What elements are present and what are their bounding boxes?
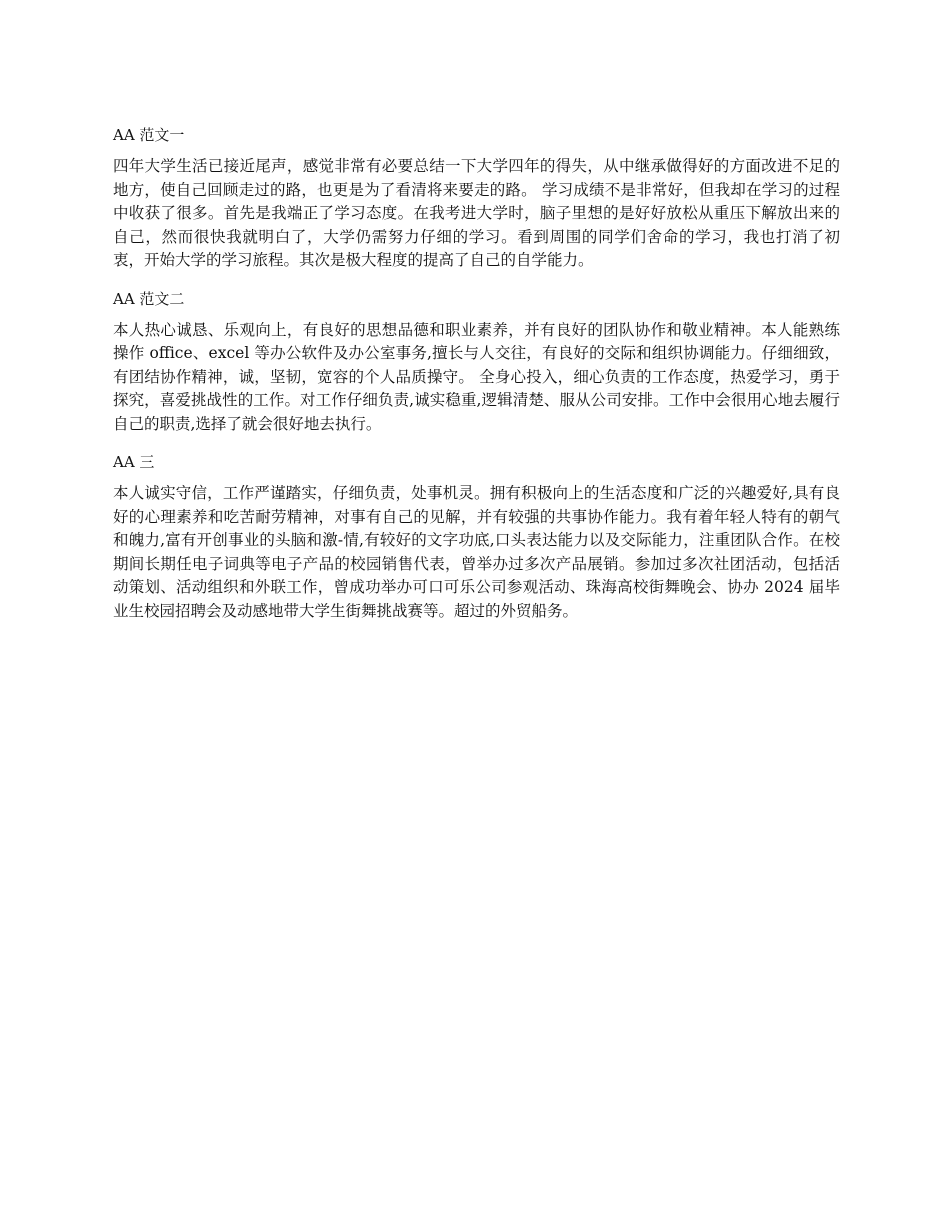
section-body-1: 四年大学生活已接近尾声，感觉非常有必要总结一下大学四年的得失，从中继承做得好的方面改进不足的地方，使自己回顾走过的路，也更是为了看清将来要走的路。 学习成绩不是非常好，但我却在学习的过程中收获了很多。首先是我端正了学习态度。在我考进大学时，脑子里想的是好好放松从重压下解放出来的自己，然而很快我就明白了，大学仍需努力仔细的学习。看到周围的同学们舍命的学习，我也打消了初衷，开始大学的学习旅程。其次是极大程度的提高了自己的自学能力。 — [113, 157, 840, 269]
section-body-2: 本人热心诚恳、乐观向上，有良好的思想品德和职业素养，并有良好的团队协作和敬业精神。本人能熟练操作 office、excel 等办公软件及办公室事务,擅长与人交往，有良好的交际和组织协调能力。仔细细致，有团结协作精神，诚，坚韧，宽容的个人品质操守。 全身心投入，细心负责的工作态度，热爱学习，勇于探究，喜爱挑战性的工作。对工作仔细负责,诚实稳重,逻辑清楚、服从公司安排。工作中会很用心地去履行自己的职责,选择了就会很好地去执行。 — [113, 320, 840, 433]
section-heading-3: AA 三 — [113, 453, 155, 471]
section-body-3: 本人诚实守信，工作严谨踏实，仔细负责，处事机灵。拥有积极向上的生活态度和广泛的兴趣爱好,具有良好的心理素养和吃苦耐劳精神，对事有自己的见解，并有较强的共事协作能力。我有着年轻人特有的朝气和魄力,富有开创事业的头脑和激-情,有较好的文字功底,口头表达能力以及交际能力，注重团队合作。在校期间长期任电子词典等电子产品的校园销售代表，曾举办过多次产品展销。参加过多次社团活动，包括活动策划、活动组织和外联工作，曾成功举办可口可乐公司参观活动、珠海高校街舞晚会、协办 2024 届毕业生校园招聘会及动感地带大学生街舞挑战赛等。超过的外贸船务。 — [113, 484, 840, 620]
section-heading-2: AA 范文二 — [113, 289, 185, 308]
document-page — [113, 124, 840, 638]
section-heading-1: AA 范文一 — [113, 126, 185, 144]
